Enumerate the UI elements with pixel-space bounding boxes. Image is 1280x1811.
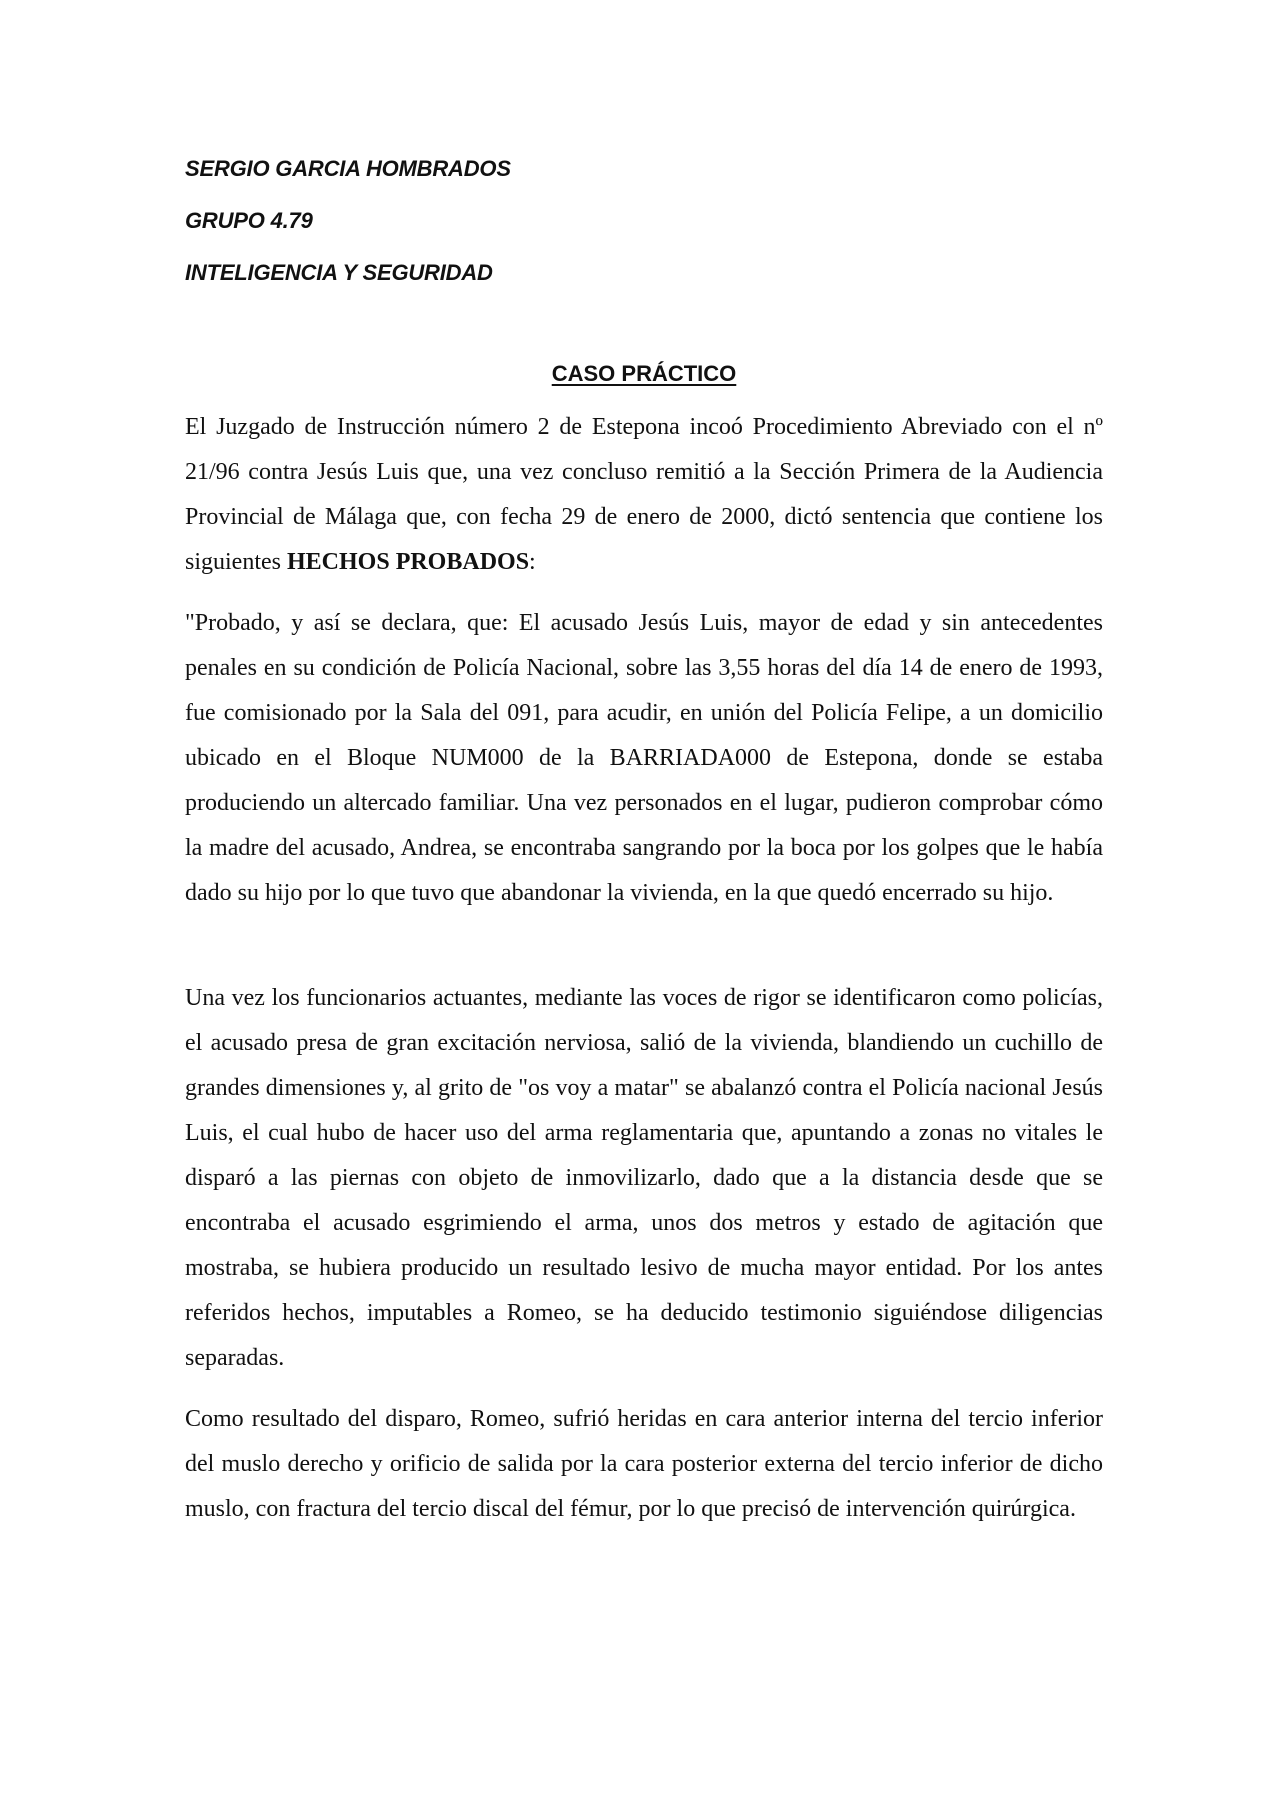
hechos-probados-heading: HECHOS PROBADOS xyxy=(287,549,530,575)
paragraph-intro xyxy=(185,405,1103,585)
paragraph-incident: Una vez los funcionarios actuantes, mediante las voces de rigor se identificaron como policías, el acusado presa de gran excitación nerviosa, salió de la vivienda, blandiendo un cuchillo de grandes dimensiones y, al grito de "os voy a matar" se abalanzó contra el Policía nacional Jesús Luis, el cual hubo de hacer uso del arma reglamentaria que, apuntando a zonas no vitales le disparó a las piernas con objeto de inmovilizarlo, dado que a la distancia desde que se encontraba el acusado esgrimiendo el arma, unos dos metros y estado de agitación que mostraba, se hubiera producido un resultado lesivo de mucha mayor entidad. Por los antes referidos hechos, imputables a Romeo, se ha deducido testimonio siguiéndose diligencias separadas. xyxy=(185,985,1103,1371)
paragraph-intro-colon: : xyxy=(529,549,536,575)
subject-label: INTELIGENCIA Y SEGURIDAD xyxy=(185,260,493,285)
paragraph-intro-text: El Juzgado de Instrucción número 2 de Estepona incoó Procedimiento Abreviado con el nº 21/96 contra Jesús Luis que, una vez concluso remitió a la Sección Primera de la Audiencia Provincial de Málaga que, con fecha 29 de enero de 2000, dictó sentencia que contiene los siguientes xyxy=(185,414,1103,575)
group-label: GRUPO 4.79 xyxy=(185,208,313,233)
author-name: SERGIO GARCIA HOMBRADOS xyxy=(185,156,511,181)
paragraph-proven-facts: "Probado, y así se declara, que: El acusado Jesús Luis, mayor de edad y sin antecedentes penales en su condición de Policía Nacional, sobre las 3,55 horas del día 14 de enero de 1993, fue comisionado por la Sala del 091, para acudir, en unión del Policía Felipe, a un domicilio ubicado en el Bloque NUM000 de la BARRIADA000 de Estepona, donde se estaba produciendo un altercado familiar. Una vez personados en el lugar, pudieron comprobar cómo la madre del acusado, Andrea, se encontraba sangrando por la boca por los golpes que le había dado su hijo por lo que tuvo que abandonar la vivienda, en la que quedó encerrado su hijo. xyxy=(185,610,1103,906)
paragraph-injuries: Como resultado del disparo, Romeo, sufrió heridas en cara anterior interna del tercio inferior del muslo derecho y orificio de salida por la cara posterior externa del tercio inferior de dicho muslo, con fractura del tercio discal del fémur, por lo que precisó de intervención quirúrgica. xyxy=(185,1406,1103,1522)
document-title: CASO PRÁCTICO xyxy=(551,361,737,386)
